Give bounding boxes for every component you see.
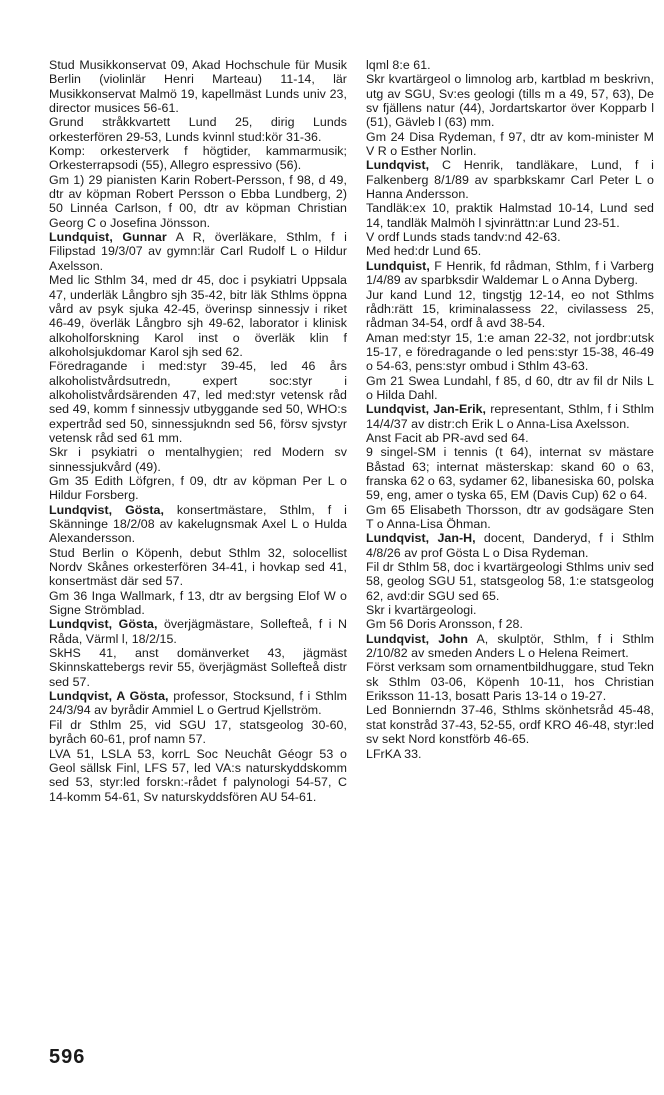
- page-number: 596: [49, 1046, 86, 1068]
- entry-paragraph: [49, 273, 347, 359]
- paragraph-text: Gm 1) 29 pianisten Karin Robert-Persson, f 98, d 49, dtr av köpman Robert Persson o Ebba Lundberg, 2) 50 Linnéa Carlson, f 00, dtr av köpman Christian Georg C o Josefina Jönsson.: [49, 172, 347, 230]
- entry-paragraph: [49, 445, 347, 474]
- person-name: Lundqvist, Jan-H,: [366, 531, 476, 546]
- entry-paragraph: [366, 617, 654, 631]
- paragraph-text: Fil dr Sthlm 25, vid SGU 17, statsgeolog 30-60, byråch 60-61, prof namn 57.: [49, 717, 347, 747]
- paragraph-text: representant, Sthlm, f i Sthlm 14/4/37 av distr:ch Erik L o Anna-Lisa Axelsson.: [366, 402, 654, 431]
- paragraph-text: professor, Stocksund, f i Sthlm 24/3/94 av byrådir Ammiel L o Gertrud Kjellström.: [49, 689, 347, 718]
- entry-heading-paragraph: [366, 402, 654, 431]
- paragraph-text: konsertmästare, Sthlm, f i Skänninge 18/2/08 av kakelugnsmak Axel L o Hulda Alexandersson.: [49, 502, 347, 546]
- paragraph-text: Gm 36 Inga Wallmark, f 13, dtr av bergsing Elof W o Signe Strömblad.: [49, 588, 347, 618]
- paragraph-text: Grund stråkkvartett Lund 25, dirig Lunds orkesterfören 29-53, Lunds kvinnl stud:kör 31-36.: [49, 115, 347, 144]
- paragraph-text: Gm 35 Edith Löfgren, f 09, dtr av köpman Per L o Hildur Forsberg.: [49, 473, 347, 503]
- entry-paragraph: [366, 374, 654, 403]
- entry-heading-paragraph: [49, 617, 347, 646]
- paragraph-text: Gm 21 Swea Lundahl, f 85, d 60, dtr av fil dr Nils L o Hilda Dahl.: [366, 373, 654, 402]
- entry-paragraph: [366, 503, 654, 532]
- entry-heading-paragraph: [366, 531, 654, 560]
- entry-paragraph: [49, 474, 347, 503]
- paragraph-text: A R, överläkare, Sthlm, f i Filipstad 19/3/07 av gymn:lär Carl Rudolf L o Hildur Axelsson.: [49, 230, 347, 273]
- entry-heading-paragraph: [366, 259, 654, 288]
- paragraph-text: LFrKA 33.: [366, 746, 422, 761]
- entry-paragraph: [366, 331, 654, 374]
- entry-paragraph: [49, 646, 347, 689]
- paragraph-text: överjägmästare, Sollefteå, f i N Råda, Värml l, 18/2/15.: [49, 617, 347, 646]
- entry-paragraph: [49, 359, 347, 445]
- entry-paragraph: [49, 718, 347, 747]
- right-column: [366, 58, 654, 761]
- paragraph-text: Gm 24 Disa Rydeman, f 97, dtr av kom-minister M V R o Esther Norlin.: [366, 129, 654, 159]
- left-column: [49, 58, 347, 804]
- paragraph-text: C Henrik, tandläkare, Lund, f i Falkenberg 8/1/89 av sparbkskamr Carl Peter L o Hanna Andersson.: [366, 158, 654, 202]
- paragraph-text: A, skulptör, Sthlm, f i Sthlm 2/10/82 av smeden Anders L o Helena Reimert.: [366, 631, 654, 661]
- entry-paragraph: [49, 747, 347, 804]
- person-name: Lundqvist, A Gösta,: [49, 689, 169, 704]
- entry-paragraph: [366, 560, 654, 603]
- entry-paragraph: [366, 288, 654, 331]
- paragraph-text: Komp: orkesterverk f högtider, kammarmusik; Orkesterrapsodi (55), Allegro espressivo (56).: [49, 144, 347, 173]
- entry-paragraph: [49, 144, 347, 173]
- paragraph-text: Skr kvartärgeol o limnolog arb, kartblad m beskrivn, utg av SGU, Sv:es geologi (tills m a 49, 57, 63), De sv fjällens natur (44), Jordartskartor över Kopparb l (51), Gävleb l (63) mm.: [366, 72, 654, 130]
- paragraph-text: Anst Facit ab PR-avd sed 64.: [366, 430, 529, 445]
- entry-paragraph: [366, 72, 654, 129]
- entry-paragraph: [366, 445, 654, 502]
- person-name: Lundqvist, Gösta,: [49, 502, 164, 517]
- entry-paragraph: [366, 603, 654, 617]
- paragraph-text: Skr i kvartärgeologi.: [366, 603, 477, 618]
- entry-paragraph: [49, 115, 347, 144]
- person-name: Lundqvist,: [366, 158, 430, 173]
- entry-paragraph: [366, 230, 654, 244]
- paragraph-text: SkHS 41, anst domänverket 43, jägmäst Skinnskattebergs revir 55, överjägmäst Sollefteå distr sed 57.: [49, 646, 347, 689]
- paragraph-text: Led Bonnierndn 37-46, Sthlms skönhetsråd 45-48, stat konstråd 37-43, 52-55, ordf KRO 46-48, styr:led sv sekt Nord konstförb 46-65.: [366, 703, 654, 747]
- paragraph-text: V ordf Lunds stads tandv:nd 42-63.: [366, 230, 561, 245]
- paragraph-text: Stud Musikkonservat 09, Akad Hochschule für Musik Berlin (violinlär Henri Marteau) 11-14, lär Musikkonservat Malmö 19, kapellmäst Lunds univ 23, director musices 56-61.: [49, 58, 347, 116]
- paragraph-text: LVA 51, LSLA 53, korrL Soc Neuchât Géogr 53 o Geol sällsk Finl, LFS 57, led VA:s naturskyddskomm sed 53, styr:led forskn:-rådet f palynologi 54-57, C 14-komm 54-61, Sv naturskyddsfören AU 54-61.: [49, 746, 347, 804]
- paragraph-text: Med lic Sthlm 34, med dr 45, doc i psykiatri Uppsala 47, underläk Långbro sjh 35-42, bitr läk Sthlms öppna vård av psyk sjuka 42-45, överinsp sinnessjv i riket 46-49, överläk Långbro sjh 49-62, laborator i klinisk alkoholforskning Karol inst o överläk klin f alkoholsjukdomar Karol sjh sed 62.: [49, 273, 347, 359]
- paragraph-text: docent, Danderyd, f i Sthlm 4/8/26 av prof Gösta L o Disa Rydeman.: [366, 531, 655, 560]
- paragraph-text: Stud Berlin o Köpenh, debut Sthlm 32, solocellist Nordv Skånes orkesterfören 34-41, i hovkap sed 41, konsertmäst där sed 57.: [49, 545, 347, 589]
- entry-heading-paragraph: [49, 230, 347, 273]
- entry-paragraph: [366, 660, 654, 703]
- paragraph-text: 9 singel-SM i tennis (t 64), internat sv mästare Båstad 63; internat mästerskap: skand 60 o 63, franska 62 o 63, sydamer 62, libanesiska 60, polska 59, eng, amer o tyska 65, EM (Davis Cup) 62 o 64.: [366, 445, 654, 503]
- paragraph-text: Gm 65 Elisabeth Thorsson, dtr av godsägare Sten T o Anna-Lisa Öhman.: [366, 502, 654, 531]
- entry-paragraph: [366, 747, 654, 761]
- entry-paragraph: [49, 173, 347, 230]
- paragraph-text: Jur kand Lund 12, tingstjg 12-14, eo not Sthlms rådh:rätt 15, kriminalassess 22, civilassess 25, rådman 34-54, ordf å avd 38-54.: [366, 287, 654, 331]
- entry-paragraph: [366, 703, 654, 746]
- entry-heading-paragraph: [49, 503, 347, 546]
- paragraph-text: Fil dr Sthlm 58, doc i kvartärgeologi Sthlms univ sed 58, geolog SGU 51, statsgeolog 58, 1:e statsgeolog 62, avd:dir SGU sed 65.: [366, 560, 654, 603]
- entry-paragraph: [366, 201, 654, 230]
- paragraph-text: Föredragande i med:styr 39-45, led 46 års alkoholistvårdsutredn, expert soc:styr i alkoholistvårdsärenden 47, led med:styr vetensk råd sed 49, komm f sinnessjv utbyggande sed 50, WHO:s expertråd sed 50, sinnessjukndn sed 56, försv sjvstyr vetensk råd sed 61 mm.: [49, 359, 347, 445]
- person-name: Lundqvist, Jan-Erik,: [366, 402, 487, 417]
- person-name: Lundqvist, Gösta,: [49, 617, 158, 632]
- entry-heading-paragraph: [49, 689, 347, 718]
- entry-paragraph: [366, 244, 654, 258]
- paragraph-text: Aman med:styr 15, 1:e aman 22-32, not jordbr:utsk 15-17, e föredragande o led pens:styr 15-38, 46-49 o 54-63, pens:styr ombud i Sthlm 43-63.: [366, 330, 654, 374]
- entry-paragraph: [366, 58, 654, 72]
- paragraph-text: Med hed:dr Lund 65.: [366, 244, 482, 259]
- entry-heading-paragraph: [366, 632, 654, 661]
- paragraph-text: Gm 56 Doris Aronsson, f 28.: [366, 617, 523, 632]
- entry-paragraph: [49, 589, 347, 618]
- entry-paragraph: [49, 546, 347, 589]
- entry-heading-paragraph: [366, 158, 654, 201]
- entry-paragraph: [49, 58, 347, 115]
- person-name: Lundquist,: [366, 258, 430, 273]
- person-name: Lundqvist, John: [366, 631, 469, 646]
- person-name: Lundquist, Gunnar: [49, 230, 167, 245]
- entry-paragraph: [366, 431, 654, 445]
- entry-paragraph: [366, 130, 654, 159]
- paragraph-text: Tandläk:ex 10, praktik Halmstad 10-14, Lund sed 14, tandläk Malmöh l sjvinrättn:ar Lund 23-51.: [366, 201, 654, 230]
- paragraph-text: Skr i psykiatri o mentalhygien; red Modern sv sinnessjukvård (49).: [49, 445, 347, 474]
- paragraph-text: lqml 8:e 61.: [366, 58, 431, 72]
- paragraph-text: Först verksam som ornamentbildhuggare, stud Tekn sk Sthlm 03-06, Köpenh 10-11, hos Christian Eriksson 11-13, bosatt Paris 13-14 o 19-27.: [366, 660, 654, 704]
- paragraph-text: F Henrik, fd rådman, Sthlm, f i Varberg 1/4/89 av sparbksdir Waldemar L o Anna Dyberg.: [366, 258, 654, 288]
